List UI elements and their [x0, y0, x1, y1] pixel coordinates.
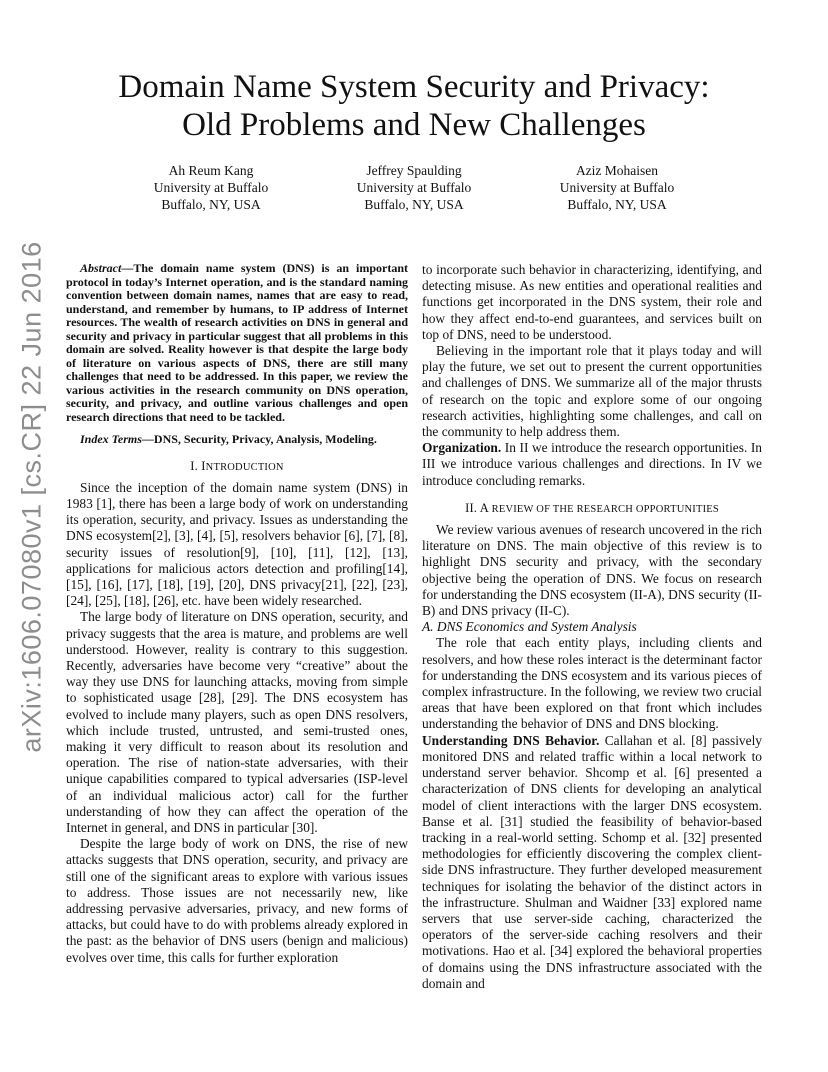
review-paragraph-2: The role that each entity plays, including clients and resolvers, and how these roles interact is the determinant factor for understanding the DNS ecosystem and its various pieces of complex infrastructure. In the following, we review two crucial areas that have been explored on that front which includes understanding the behavior of DNS and DNS blocking. — [422, 635, 762, 732]
author-location: Buffalo, NY, USA — [364, 197, 464, 212]
intro-paragraph-3: Despite the large body of work on DNS, the rise of new attacks suggests that DNS operation, security, and privacy are still one of the significant areas to explore with various issues to address. Those issues are not necessarily new, like addressing pervasive adversaries, privacy, and new forms of attacks, but could have to do with problems already explored in the past: as the behavior of DNS users (benign and malicious) evolves over time, this calls for further exploration — [66, 836, 408, 965]
author-location: Buffalo, NY, USA — [567, 197, 667, 212]
review-paragraph-1: We review various avenues of research uncovered in the rich literature on DNS. The main objective of this review is to highlight DNS security and privacy, with the secondary objective being the operation of DNS. We focus on research for understanding the DNS ecosystem (II-A), DNS security (II-B) and DNS privacy (II-C). — [422, 522, 762, 619]
subsection-heading-a: A. DNS Economics and System Analysis — [422, 619, 637, 635]
organization-text: In II we introduce the research opportunities. In III we introduce various challenges and directions. In IV we introduce concluding remarks. — [422, 440, 762, 488]
title-line-1: Domain Name System Security and Privacy: — [118, 69, 710, 105]
title-line-2: Old Problems and New Challenges — [182, 107, 646, 143]
arxiv-stamp-text: arXiv:1606.07080v1 [cs.CR] 22 Jun 2016 — [16, 241, 47, 753]
index-terms-text: —DNS, Security, Privacy, Analysis, Modeling. — [141, 432, 377, 446]
right-column — [422, 262, 762, 992]
intro-paragraph-1: Since the inception of the domain name system (DNS) in 1983 [1], there has been a large body of work on understanding its operation, security, and privacy. Issues as understanding the DNS ecosystem[2], [3], [4], [5], resolvers behavior [6], [7], [8], security issues of resolution[9], [10], [11], [12], [13], applications for malicious actors detection and profiling[14], [15], [16], [17], [18], [19], [20], DNS privacy[21], [22], [23], [24], [25], [18], [26], etc. have been widely researched. — [66, 479, 408, 609]
index-terms-label: Index Terms — [80, 432, 142, 446]
index-terms — [66, 433, 408, 447]
author-name: Aziz Mohaisen — [575, 163, 659, 178]
intro-paragraph-4: Believing in the important role that it plays today and will play the future, we set out to present the current opportunities and challenges of DNS. We summarize all of the major thrusts of research on the topic and explore some of our ongoing research activities, highlighting some challenges, and call on the community to help address them. — [422, 343, 762, 440]
author-affiliation: University at Buffalo — [559, 180, 675, 195]
understanding-dns-behavior-text: Callahan et al. [8] passively monitored DNS and related traffic within a local network to understand server behavior. Shcomp et al. [6] presented a characterization of DNS clients for developing an analytical model of client interactions with the larger DNS ecosystem. Banse et al. [31] studied the feasibility of behavior-based tracking in a real-world setting. Schomp et al. [32] presented methodologies for efficiently discovering the complex client-side DNS infrastructure. They further developed measurement techniques for isolating the behavior of the distinct actors in the infrastructure. Shulman and Waidner [33] explored name servers that use server-side caching, characterized the operators of the server-side caching resolvers and their motivations. Hao et al. [34] explored the behavioral properties of domains using the DNS infrastructure associated with the domain and — [422, 732, 762, 991]
abstract-label: Abstract — [80, 261, 122, 275]
left-column — [66, 262, 408, 966]
abstract-text: —The domain name system (DNS) is an important protocol in today’s Internet operation, and is the standard naming convention between domain names, names that are easy to read, understand, and remember by humans, to IP address of Internet resources. The wealth of research activities on DNS in general and security and privacy in particular suggest that all problems in this domain are solved. Reality however is that despite the large body of literature on various aspects of DNS, there are still many challenges that need to be addressed. In this paper, we review the various activities in the research community on DNS operation, security, and privacy, and outline various challenges and open research directions that need to be tackled. — [66, 261, 408, 424]
understanding-dns-behavior-label: Understanding DNS Behavior. — [422, 732, 600, 748]
author-name: Jeffrey Spaulding — [366, 163, 462, 178]
organization-paragraph — [422, 440, 762, 489]
author-affiliation: University at Buffalo — [153, 180, 269, 195]
author-3 — [517, 162, 717, 213]
author-name: Ah Reum Kang — [168, 163, 254, 178]
author-1 — [111, 162, 311, 213]
understanding-dns-behavior-paragraph — [422, 733, 762, 992]
organization-label: Organization. — [422, 440, 502, 456]
paper-title — [0, 68, 828, 144]
continued-paragraph: to incorporate such behavior in characterizing, identifying, and detecting misuse. As new entities and operational realities and functions get incorporated in the DNS system, their role and how they affect end-to-end guarantees, and services built on top of DNS, need to be understood. — [422, 262, 762, 342]
intro-paragraph-2: The large body of literature on DNS operation, security, and privacy suggests that the area is mature, and problems are well understood. However, reality is contrary to this suggestion. Recently, adversaries have become very “creative” about the way they use DNS for launching attacks, moving from simple to sophisticated usage [28], [29]. The DNS ecosystem has evolved to include many players, such as open DNS resolvers, which include trusted, untrusted, and semi-trusted ones, making it very difficult to reason about its resolution and operation. The rise of nation-state adversaries, with their unique capabilities compared to typical adversaries (ISP-level of an individual malicious actor) call for the further understanding of how they can affect the operation of the Internet in general, and DNS in particular [30]. — [66, 609, 408, 835]
author-2 — [314, 162, 514, 213]
arxiv-stamp[interactable] — [16, 241, 47, 753]
author-affiliation: University at Buffalo — [356, 180, 472, 195]
abstract — [66, 262, 408, 424]
section-heading-introduction: I. INTRODUCTION — [190, 458, 284, 473]
author-location: Buffalo, NY, USA — [161, 197, 261, 212]
section-heading-review: II. A REVIEW OF THE RESEARCH OPPORTUNITIES — [465, 500, 719, 515]
